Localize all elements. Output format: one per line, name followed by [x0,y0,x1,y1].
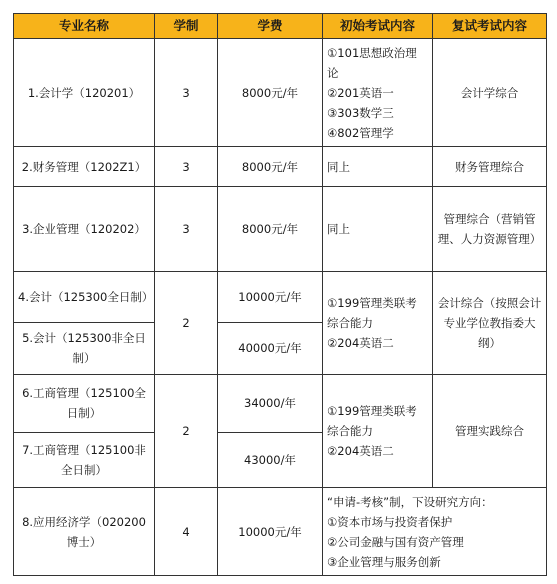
fee: 10000元/年 [218,271,323,322]
years: 4 [155,488,218,576]
retest-exam: 财务管理综合 [433,146,547,186]
major-name: 8.应用经济学（020200博士） [14,488,155,576]
fee: 10000元/年 [218,488,323,576]
retest-exam: 会计综合（按照会计专业学位教指委大纲） [433,271,547,374]
table-row [14,187,547,272]
fee: 8000元/年 [218,146,323,186]
table-row [14,146,547,186]
fee: 34000/年 [218,374,323,432]
major-name: 6.工商管理（125100全日制） [14,374,155,432]
header-initial-exam: 初始考试内容 [323,14,433,39]
major-name: 4.会计（125300全日制） [14,271,155,322]
header-fee: 学费 [218,14,323,39]
years: 3 [155,187,218,272]
retest-exam: 管理综合（营销管理、人力资源管理） [433,187,547,272]
table-row [14,271,547,322]
header-retest-exam: 复试考试内容 [433,14,547,39]
initial-exam: “申请-考核”制，下设研究方向： ①资本市场与投资者保护 ②公司金融与国有资产管理 ③企业管理与服务创新 [323,488,547,576]
major-name: 5.会计（125300非全日制） [14,323,155,374]
header-row [14,14,547,39]
program-table [13,13,547,576]
major-name: 3.企业管理（120202） [14,187,155,272]
fee: 40000元/年 [218,323,323,374]
header-major: 专业名称 [14,14,155,39]
header-years: 学制 [155,14,218,39]
table-row [14,39,547,147]
initial-exam: 同上 [323,187,433,272]
table-row [14,488,547,576]
initial-exam: 同上 [323,146,433,186]
initial-exam: ①199管理类联考综合能力 ②204英语二 [323,374,433,488]
table-row [14,374,547,432]
years: 2 [155,271,218,374]
years: 2 [155,374,218,488]
initial-exam: ①199管理类联考综合能力 ②204英语二 [323,271,433,374]
fee: 43000/年 [218,432,323,487]
retest-exam: 管理实践综合 [433,374,547,488]
major-name: 2.财务管理（1202Z1） [14,146,155,186]
years: 3 [155,39,218,147]
fee: 8000元/年 [218,187,323,272]
initial-exam: ①101思想政治理论 ②201英语一 ③303数学三 ④802管理学 [323,39,433,147]
fee: 8000元/年 [218,39,323,147]
years: 3 [155,146,218,186]
retest-exam: 会计学综合 [433,39,547,147]
major-name: 7.工商管理（125100非全日制） [14,432,155,487]
major-name: 1.会计学（120201） [14,39,155,147]
